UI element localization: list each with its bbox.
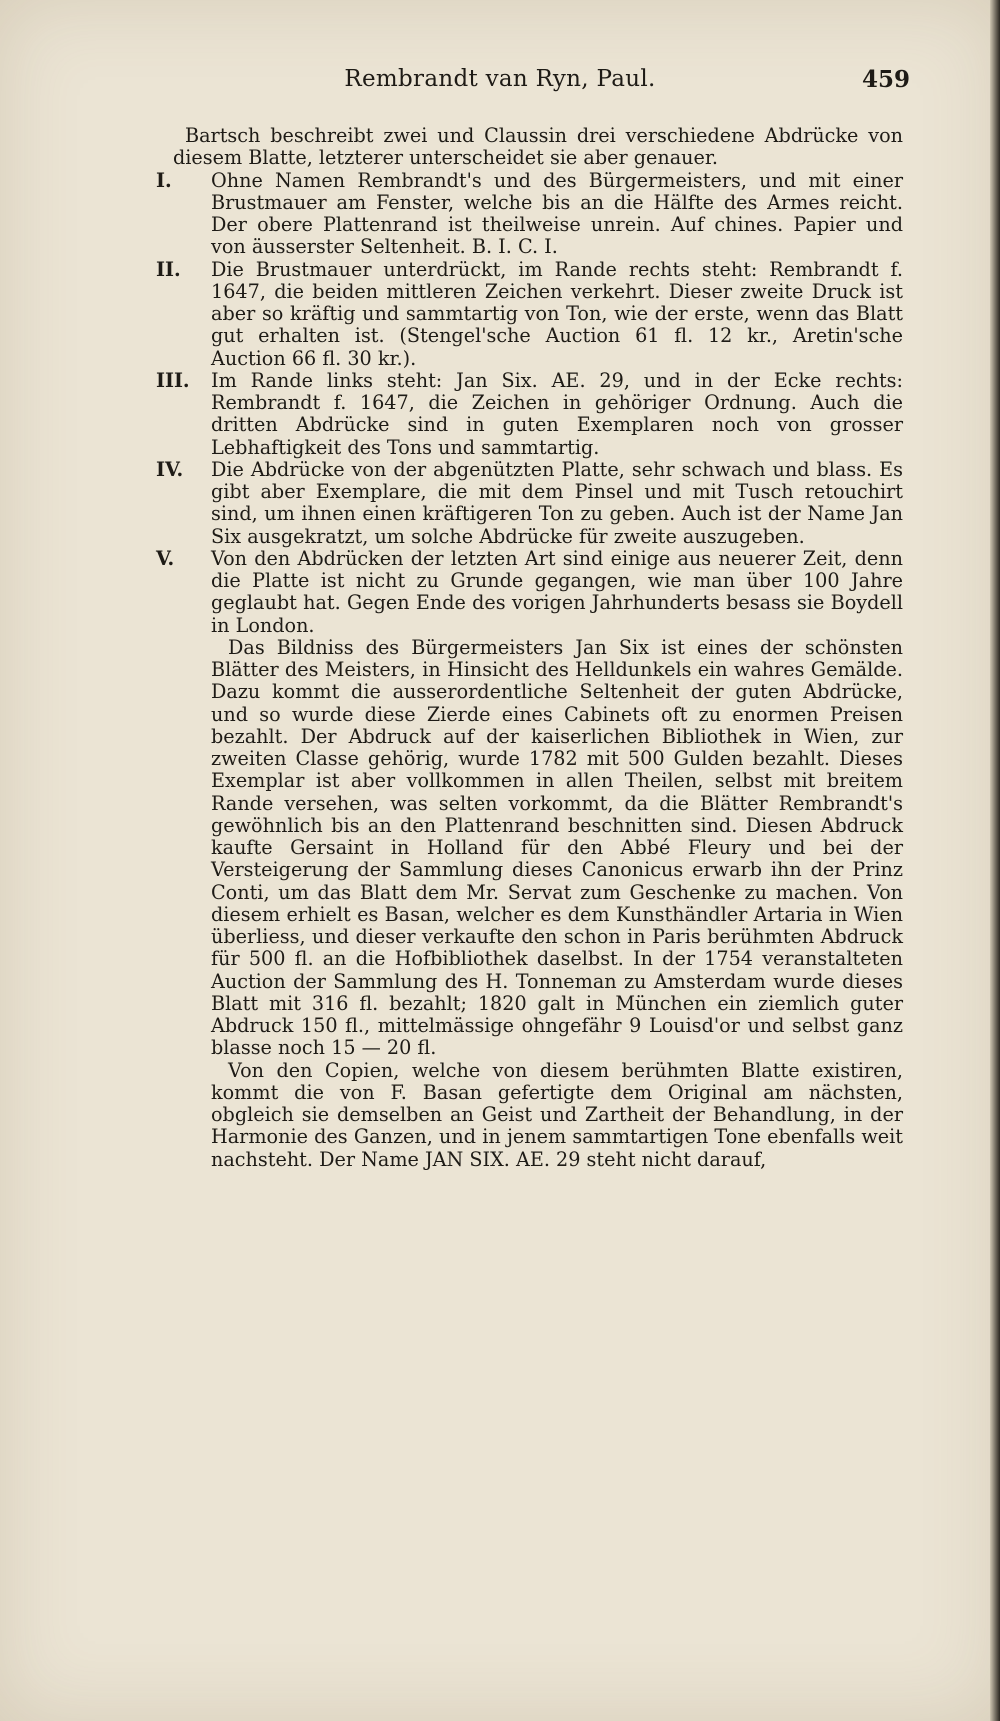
impression-item-5 <box>156 546 903 637</box>
page-number: 459 <box>861 66 910 93</box>
item-text: Die Abdrücke von der abgenützten Platte, sehr schwach und blass. Es gibt aber Exemplare, die mit dem Pinsel und mit Tusch retouchirt sind, um ihnen einen kräftigeren Ton zu geben. Auch ist der Name Jan Six ausgekratzt, um solche Abdrücke für zweite auszugeben. <box>211 457 903 548</box>
header-title: Rembrandt van Ryn, Paul. <box>344 66 656 92</box>
body-paragraph: Von den Copien, welche von diesem berühmten Blatte existiren, kommt die von F. Basan gefertigte dem Original am nächsten, obgleich sie demselben an Geist und Zartheit der Behandlung, in der Harmonie des Ganzen, und in jenem sammtartigen Tone ebenfalls weit nachsteht. Der Name JAN SIX. AE. 29 steht nicht darauf, <box>211 1058 903 1171</box>
impression-item-4 <box>156 457 903 548</box>
item-number: III. <box>156 368 190 392</box>
impression-item-2 <box>156 257 903 370</box>
impression-item-1 <box>156 168 903 259</box>
page-body <box>156 124 903 1171</box>
intro-paragraph: Bartsch beschreibt zwei und Claussin drei verschiedene Abdrücke von diesem Blatte, letzterer unterscheidet sie aber genauer. <box>173 124 903 170</box>
running-header <box>0 66 1000 106</box>
item-text: Von den Abdrücken der letzten Art sind einige aus neuerer Zeit, denn die Platte ist nicht zu Grunde gegangen, wie man über 100 Jahre geglaubt hat. Gegen Ende des vorigen Jahrhunderts besass sie Boydell in London. <box>211 546 903 637</box>
item-number: V. <box>156 546 175 570</box>
item-text: Die Brustmauer unterdrückt, im Rande rechts steht: Rembrandt f. 1647, die beiden mittleren Zeichen verkehrt. Dieser zweite Druck ist aber so kräftig und sammtartig von Ton, wie der erste, wenn das Blatt gut erhalten ist. (Stengel'sche Auction 61 fl. 12 kr., Aretin'sche Auction 66 fl. 30 kr.). <box>211 257 903 370</box>
item-number: II. <box>156 257 181 281</box>
body-paragraph: Das Bildniss des Bürgermeisters Jan Six ist eines der schönsten Blätter des Meisters, in Hinsicht des Helldunkels ein wahres Gemälde. Dazu kommt die ausserordentliche Seltenheit der guten Abdrücke, und so wurde diese Zierde eines Cabinets oft zu enormen Preisen bezahlt. Der Abdruck auf der kaiserlichen Bibliothek in Wien, zur zweiten Classe gehörig, wurde 1782 mit 500 Gulden bezahlt. Dieses Exemplar ist aber vollkommen in allen Theilen, selbst mit breitem Rande versehen, was selten vorkommt, da die Blätter Rembrandt's gewöhnlich bis an den Plattenrand beschnitten sind. Diesen Abdruck kaufte Gersaint in Holland für den Abbé Fleury und bei der Versteigerung der Sammlung dieses Canonicus erwarb ihn der Prinz Conti, um das Blatt dem Mr. Servat zum Geschenke zu machen. Von diesem erhielt es Basan, welcher es dem Kunsthändler Artaria in Wien überliess, und dieser verkaufte den schon in Paris berühmten Abdruck für 500 fl. an die Hofbibliothek daselbst. In der 1754 veranstalteten Auction der Sammlung des H. Tonneman zu Amsterdam wurde dieses Blatt mit 316 fl. bezahlt; 1820 galt in München ein ziemlich guter Abdruck 150 fl., mittelmässige ohngefähr 9 Louisd'or und selbst ganz blasse noch 15 — 20 fl. <box>211 635 903 1060</box>
item-text: Ohne Namen Rembrandt's und des Bürgermeisters, und mit einer Brustmauer am Fenster, welche bis an die Hälfte des Armes reicht. Der obere Plattenrand ist theilweise unrein. Auf chines. Papier und von äusserster Seltenheit. B. I. C. I. <box>211 168 903 259</box>
impression-item-3 <box>156 368 903 459</box>
item-text: Im Rande links steht: Jan Six. AE. 29, und in der Ecke rechts: Rembrandt f. 1647, die Zeichen in gehöriger Ordnung. Auch die dritten Abdrücke sind in guten Exemplaren noch von grosser Lebhaftigkeit des Tons und sammtartig. <box>211 368 903 459</box>
item-number: I. <box>156 168 172 192</box>
item-number: IV. <box>156 457 184 481</box>
page-edge <box>990 0 1000 1721</box>
